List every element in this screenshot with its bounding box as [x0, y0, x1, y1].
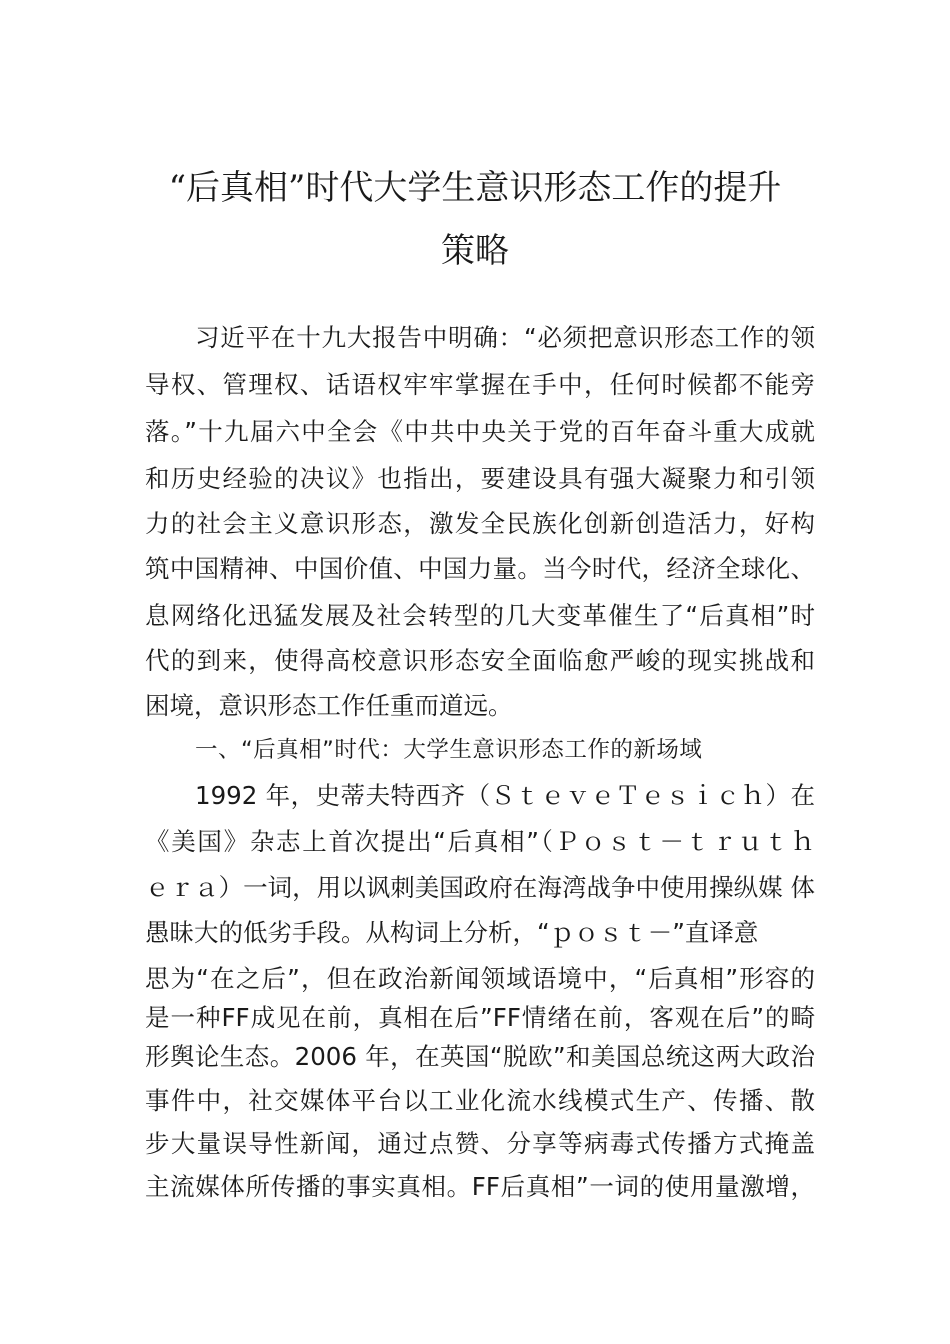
- paragraph-line: 主流媒体所传播的事实真相。FF后真相”一词的使用量激增，: [145, 1172, 815, 1201]
- section-heading: 一、“后真相”时代：大学生意识形态工作的新场域: [195, 737, 703, 763]
- document-title-line-1: “后真相”时代大学生意识形态工作的提升: [168, 168, 782, 208]
- paragraph-line: 息网络化迅猛发展及社会转型的几大变革催生了“后真相”时: [145, 601, 815, 630]
- document-title-line-2: 策略: [441, 231, 509, 271]
- paragraph-line: 代的到来，使得高校意识形态安全面临愈严峻的现实挑战和: [145, 646, 815, 675]
- paragraph-line: ｅｒａ）一词，用以讽刺美国政府在海湾战争中使用操纵媒 体: [145, 873, 815, 902]
- paragraph-line: 《美国》杂志上首次提出“后真相”（Ｐｏｓｔ－ｔｒｕｔｈ: [145, 827, 815, 856]
- paragraph-line: 是一种FF成见在前，真相在后”FF情绪在前，客观在后”的畸: [145, 1003, 815, 1032]
- paragraph-line: 习近平在十九大报告中明确：“必须把意识形态工作的领: [195, 323, 815, 352]
- paragraph-line: 落。”十九届六中全会《中共中央关于党的百年奋斗重大成就: [145, 417, 815, 446]
- paragraph-line: 愚昧大的低劣手段。从构词上分析，“ｐｏｓｔ－”直译意: [145, 918, 759, 947]
- paragraph-line: 形舆论生态。2006 年，在英国“脱欧”和美国总统这两大政治: [145, 1042, 815, 1071]
- paragraph-line: 筑中国精神、中国价值、中国力量。当今时代，经济全球化、: [145, 554, 815, 583]
- paragraph-line: 力的社会主义意识形态，激发全民族化创新创造活力，好构: [145, 509, 815, 538]
- paragraph-line: 事件中，社交媒体平台以工业化流水线模式生产、传播、散: [145, 1086, 815, 1115]
- paragraph-line: 导权、管理权、话语权牢牢掌握在手中，任何时候都不能旁: [145, 370, 815, 399]
- paragraph-line: 困境，意识形态工作任重而道远。: [145, 691, 513, 720]
- paragraph-line: 和历史经验的决议》也指出，要建设具有强大凝聚力和引领: [145, 464, 815, 493]
- paragraph-line: 1992 年，史蒂夫特西齐（ＳｔｅｖｅＴｅｓｉｃｈ）在: [195, 781, 815, 810]
- paragraph-line: 步大量误导性新闻，通过点赞、分享等病毒式传播方式掩盖: [145, 1129, 815, 1158]
- paragraph-line: 思为“在之后”，但在政治新闻领域语境中，“后真相”形容的: [145, 964, 815, 993]
